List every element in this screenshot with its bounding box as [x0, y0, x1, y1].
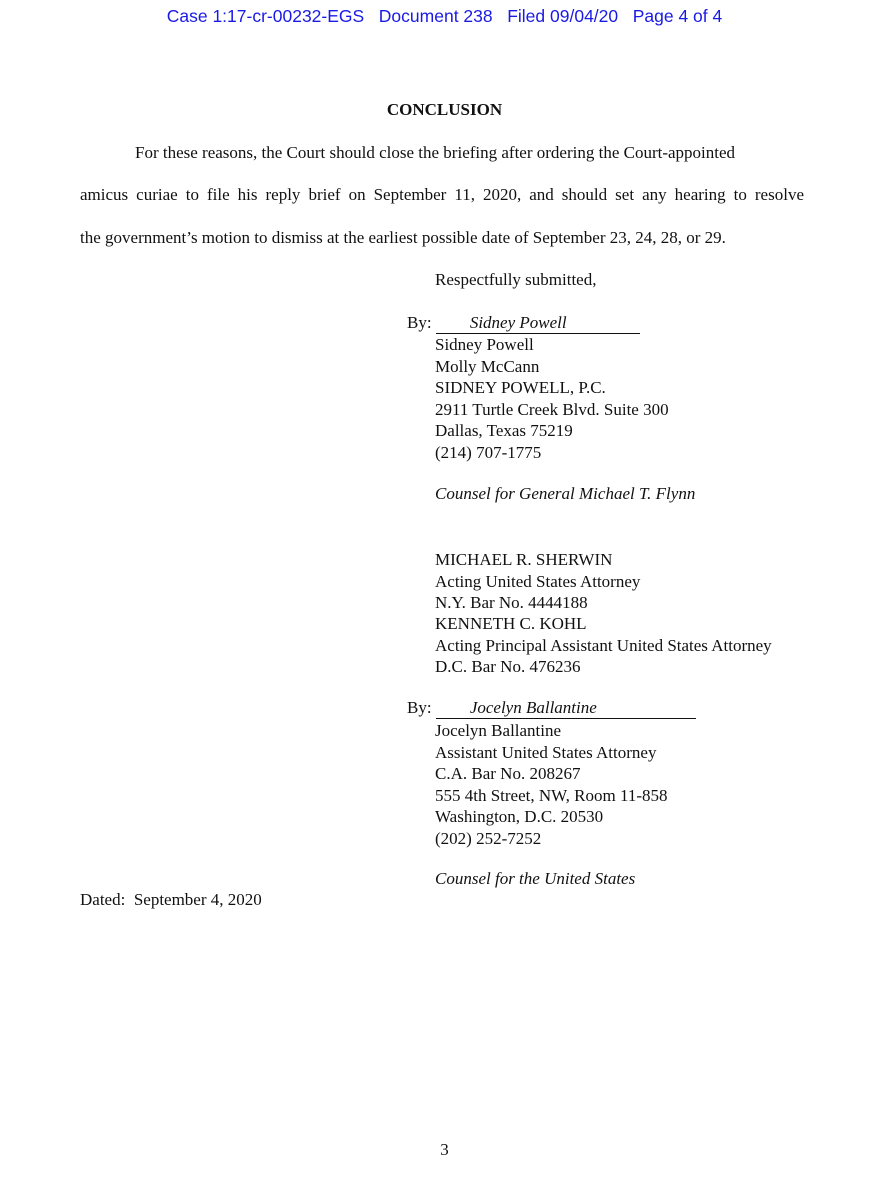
by-label-2: By: [407, 698, 432, 717]
signature-line-2 [407, 698, 696, 719]
counsel-flynn: Counsel for General Michael T. Flynn [435, 484, 696, 503]
attorney-bar: N.Y. Bar No. 4444188 [435, 593, 588, 612]
counsel-united-states: Counsel for the United States [435, 869, 636, 888]
signature-jocelyn-ballantine: Jocelyn Ballantine [436, 698, 696, 719]
paragraph-line-2: amicus curiae to file his reply brief on September 11, 2020, and should set any hearing to resolve [80, 185, 804, 204]
firm-city: Dallas, Texas 75219 [435, 421, 573, 440]
case-number: Case 1:17-cr-00232-EGS [166, 6, 365, 26]
signer2-street: 555 4th Street, NW, Room 11-858 [435, 785, 668, 805]
firm-phone: (214) 707-1775 [435, 442, 542, 462]
us-attorney-block [435, 549, 640, 614]
firm-street: 2911 Turtle Creek Blvd. Suite 300 [435, 399, 669, 419]
closing: Respectfully submitted, [435, 270, 597, 289]
signer2-phone: (202) 252-7252 [435, 828, 542, 848]
signer2-name: Jocelyn Ballantine [435, 721, 562, 740]
by-label: By: [407, 313, 432, 332]
principal-name: KENNETH C. KOHL [435, 614, 587, 633]
page-indicator: Page 4 of 4 [632, 6, 723, 26]
page-number: 3 [440, 1140, 449, 1159]
signer2-city: Washington, D.C. 20530 [435, 807, 604, 826]
signer-name: Sidney Powell [435, 335, 534, 354]
signer2-bar: C.A. Bar No. 208267 [435, 764, 581, 783]
signature-block-2 [435, 720, 667, 849]
signature-sidney-powell: Sidney Powell [436, 313, 640, 334]
attorney-title: Acting United States Attorney [435, 571, 641, 591]
firm-name: SIDNEY POWELL, P.C. [435, 378, 606, 397]
case-header [0, 6, 889, 27]
signature-line-1 [407, 313, 640, 334]
principal-bar: D.C. Bar No. 476236 [435, 657, 581, 676]
dated-line: Dated: September 4, 2020 [80, 890, 262, 909]
paragraph-line-3: the government’s motion to dismiss at the earliest possible date of September 23, 24, 28, or 29. [80, 228, 726, 247]
attorney-name: MICHAEL R. SHERWIN [435, 550, 613, 569]
section-heading: CONCLUSION [386, 100, 503, 119]
filed-date: Filed 09/04/20 [507, 6, 619, 26]
paragraph-line-1: For these reasons, the Court should close the briefing after ordering the Court-appointed [135, 143, 736, 162]
signature-block-1 [435, 334, 669, 463]
signer-name-2: Molly McCann [435, 356, 540, 376]
document-number: Document 238 [378, 6, 493, 26]
principal-block [435, 613, 772, 678]
signer2-title: Assistant United States Attorney [435, 742, 657, 762]
principal-title: Acting Principal Assistant United States Attorney [435, 635, 772, 655]
